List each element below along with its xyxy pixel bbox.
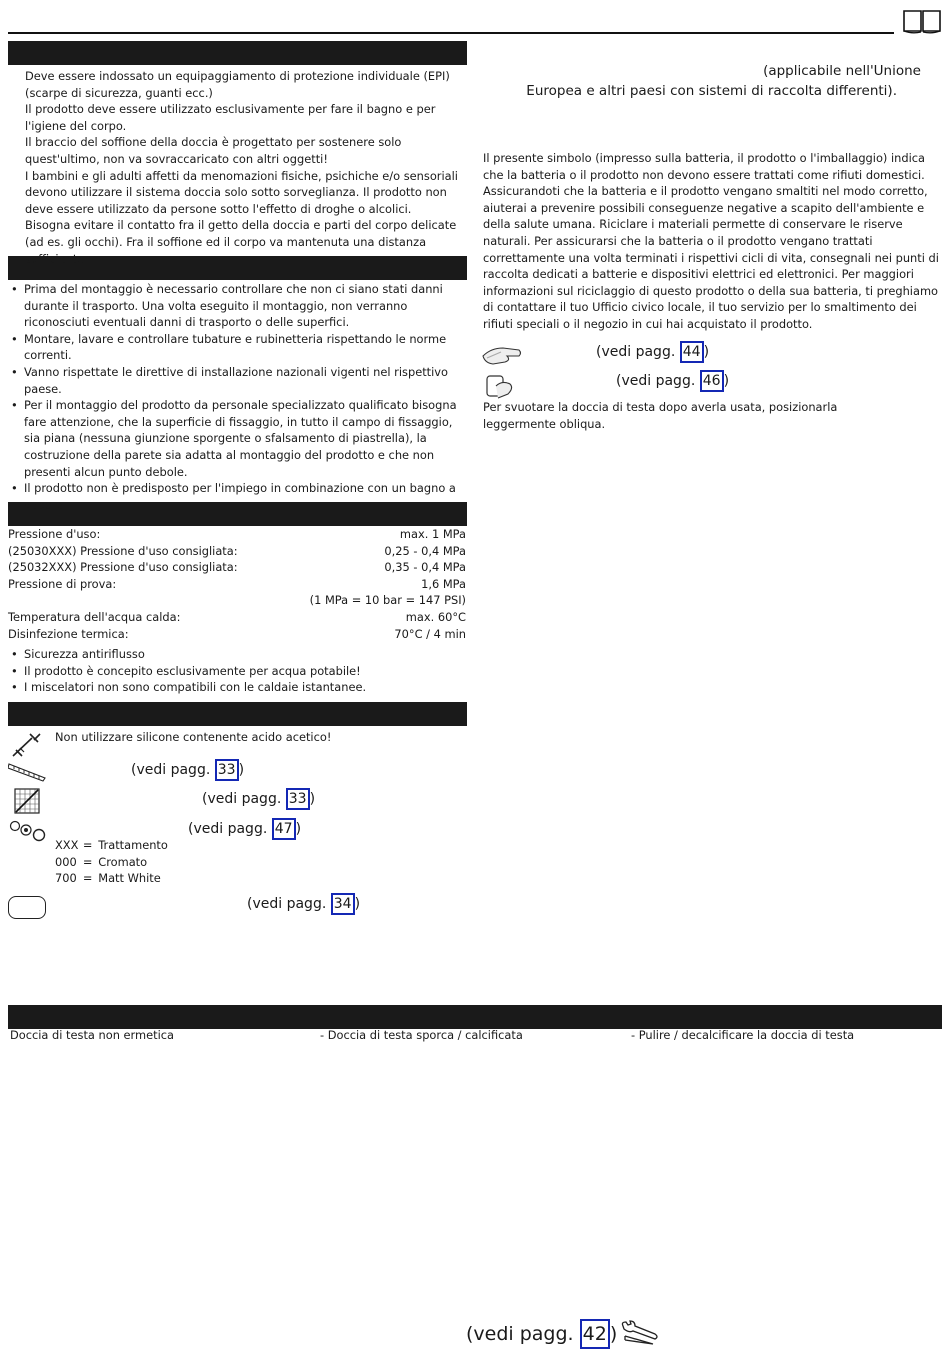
disposal-heading-line: Europea e altri paesi con sistemi di raccolta differenti). (526, 83, 897, 99)
spec-value: (1 MPa = 10 bar = 147 PSI) (309, 593, 466, 608)
finish-name: Trattamento (98, 838, 168, 852)
page-reference (616, 370, 729, 392)
list-item: • Il prodotto non è predisposto per l'impiego in combinazione con un bagno a vapore. (8, 480, 466, 513)
safety-section (25, 68, 465, 267)
spec-row (8, 576, 466, 593)
spec-row (8, 559, 466, 576)
finish-row (55, 854, 168, 871)
technical-section (8, 526, 466, 696)
page-reference (188, 818, 301, 840)
footer-reference (466, 1319, 617, 1349)
book-icon (902, 8, 942, 34)
spec-value: 0,35 - 0,4 MPa (384, 560, 466, 575)
safety-paragraph: I bambini e gli adulti affetti da menomazioni fisiche, psichiche e/o sensoriali devono utilizzare il sistema doccia solo sotto sorveglianza. Il prodotto non deve essere utilizzato da persone sotto l'effetto di droghe o alcolici. (25, 168, 458, 216)
disposal-body: Il presente simbolo (impresso sulla batteria, il prodotto o l'imballaggio) indica che la batteria o il prodotto non devono essere trattati come rifiuti domestici. Assicurandoti che la batteria e il prodotto vengano smaltiti nel modo corretto, aiuterai a prevenire possibili conseguenze negative a scapito dell'ambiente e della salute umana. Riciclare i materiali permette di conservare le riserve naturali. Per assicurarsi che la batteria o il prodotto vengano trattati correttamente una volta terminati i rispettivi cicli di vita, consegnali nei punti di raccolta dedicati a batterie e dispositivi elettrici ed elettronici. Per maggiori informazioni sul riciclaggio di questo prodotto o della sua batteria, ti preghiamo di contattare il tuo Ufficio civico locale, il tuo servizio per lo smaltimento dei rifiuti speciali o il negozio in cui hai acquistato il prodotto. (483, 151, 939, 331)
page-ref-suffix: ) (309, 791, 316, 807)
spec-row (8, 592, 466, 609)
header-rule (8, 32, 894, 34)
trouble-problem: Doccia di testa non ermetica (10, 1028, 175, 1042)
spec-row (8, 626, 466, 643)
spec-row (8, 543, 466, 560)
finish-eq: = (82, 854, 93, 869)
finish-code: XXX (55, 838, 79, 852)
page-link[interactable]: 44 (680, 341, 704, 363)
spec-label: Disinfezione termica: (8, 626, 129, 641)
rounded-frame-icon (8, 896, 46, 919)
page-reference (202, 788, 315, 810)
spec-value: 1,6 MPa (421, 576, 466, 591)
spec-row (8, 526, 466, 543)
page-ref-suffix: ) (703, 344, 710, 360)
page-link[interactable]: 42 (580, 1319, 610, 1349)
spec-value: max. 60°C (405, 609, 466, 624)
cleaning-hand-icon (481, 340, 523, 368)
spec-label: Temperatura dell'acqua calda: (8, 609, 181, 624)
page-link[interactable]: 46 (700, 370, 724, 392)
ruler-icon (8, 760, 46, 782)
section-bar-description (8, 702, 467, 726)
page-ref-prefix: (vedi pagg. (202, 791, 282, 807)
installation-section (8, 281, 466, 513)
page-ref-suffix: ) (295, 821, 302, 837)
finish-eq: = (82, 871, 93, 886)
finish-row (55, 837, 168, 854)
page-ref-suffix: ) (723, 373, 730, 389)
safety-paragraph: Bisogna evitare il contatto fra il getto della doccia e parti del corpo delicate (ad es. gli occhi). Fra il soffione ed il corpo va mantenuta una distanza sufficiente. (25, 218, 457, 266)
silicone-gun-icon (10, 730, 42, 760)
safety-paragraph: Il braccio del soffione della doccia è progettato per sostenere solo quest'ultimo, non va sovraccaricato con altri oggetti! (25, 135, 402, 166)
page-ref-prefix: (vedi pagg. (616, 373, 696, 389)
finish-name: Matt White (98, 871, 161, 886)
page-ref-suffix: ) (238, 762, 245, 778)
page-ref-prefix: (vedi pagg. (188, 821, 268, 837)
list-item: • Montare, lavare e controllare tubature e rubinetteria rispettando le norme correnti. (8, 331, 466, 364)
trouble-solution: - Pulire / decalcificare la doccia di testa (631, 1028, 855, 1042)
spec-value: 0,25 - 0,4 MPa (384, 543, 466, 558)
page-ref-suffix: ) (354, 896, 361, 912)
finish-name: Cromato (98, 854, 148, 869)
silicone-note: Non utilizzare silicone contenente acido acetico! (55, 730, 332, 744)
finish-samples-icon (9, 818, 47, 844)
safety-paragraph: Il prodotto deve essere utilizzato esclusivamente per fare il bagno e per l'igiene del corpo. (25, 102, 436, 133)
hand-holding-icon (484, 372, 518, 400)
page-ref-prefix: (vedi pagg. (596, 344, 676, 360)
section-bar-safety (8, 41, 467, 65)
spec-row (8, 609, 466, 626)
page-reference (596, 341, 709, 363)
page-reference (131, 759, 244, 781)
page-ref-prefix: (vedi pagg. (466, 1323, 574, 1345)
spec-value: max. 1 MPa (399, 527, 466, 541)
finish-eq: = (82, 838, 93, 852)
list-item: • Il prodotto è concepito esclusivamente per acqua potabile! (8, 663, 466, 680)
list-item: • I miscelatori non sono compatibili con le caldaie istantanee. (8, 679, 466, 696)
page-ref-prefix: (vedi pagg. (247, 896, 327, 912)
list-item: • Vanno rispettate le direttive di installazione nazionali vigenti nel rispettivo paese. (8, 364, 466, 397)
page-link[interactable]: 33 (215, 759, 239, 781)
finish-code: 000 (55, 854, 77, 869)
page-ref-suffix: ) (609, 1323, 618, 1345)
wrench-icon (619, 1320, 659, 1346)
finish-row (55, 870, 168, 887)
flow-diagram-icon (14, 788, 40, 814)
finish-list (55, 837, 168, 887)
spec-label: Pressione di prova: (8, 576, 117, 591)
spec-value: 70°C / 4 min (394, 626, 466, 641)
list-item: • Per il montaggio del prodotto da personale specializzato qualificato bisogna fare attenzione, che la superficie di fissaggio, in tutto il campo di fissaggio, sia piana (nessuna giunzione sporgente o sfalsamento di piastrella), la costruzione della parete sia adatta al montaggio del prodotto e che non presenti alcun punto debole. (8, 397, 466, 480)
finish-code: 700 (55, 871, 77, 886)
trouble-cause: - Doccia di testa sporca / calcificata (320, 1028, 523, 1042)
empty-note: Per svuotare la doccia di testa dopo averla usata, posizionarla leggermente obliqua. (483, 400, 838, 431)
spec-label: (25032XXX) Pressione d'uso consigliata: (8, 560, 238, 575)
section-bar-troubleshooting (8, 1005, 942, 1029)
disposal-heading-line: (applicabile nell'Unione (763, 63, 921, 79)
spec-label: Pressione d'uso: (8, 527, 101, 541)
page-link[interactable]: 34 (331, 893, 355, 915)
list-item: • Sicurezza antiriflusso (8, 646, 466, 663)
list-item: • Prima del montaggio è necessario controllare che non ci siano stati danni durante il trasporto. Una volta eseguito il montaggio, non verranno riconosciuti eventuali danni di trasporto o delle superfici. (8, 281, 466, 331)
safety-paragraph: Deve essere indossato un equipaggiamento di protezione individuale (EPI) (scarpe di sicurezza, guanti ecc.) (25, 69, 450, 100)
page-reference (247, 893, 360, 915)
page-link[interactable]: 33 (286, 788, 310, 810)
spec-label: (25030XXX) Pressione d'uso consigliata: (8, 543, 238, 558)
page-ref-prefix: (vedi pagg. (131, 762, 211, 778)
page-link[interactable]: 47 (272, 818, 296, 840)
